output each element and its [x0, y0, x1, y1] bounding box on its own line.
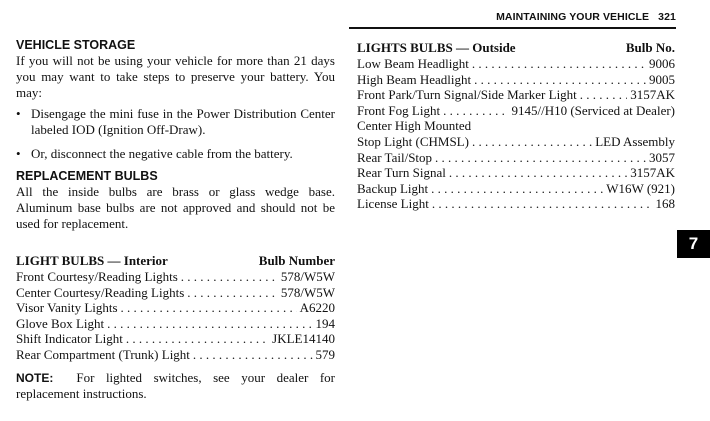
table-row	[16, 285, 335, 301]
leader-dots	[121, 300, 297, 316]
leader-dots	[474, 72, 646, 88]
row-value: 168	[655, 196, 675, 212]
note-label: NOTE:	[16, 370, 54, 385]
running-header-title: MAINTAINING YOUR VEHICLE	[496, 11, 650, 23]
row-label: Visor Vanity Lights	[16, 300, 118, 316]
outside-bulb-table	[357, 40, 675, 212]
row-label: Center Courtesy/Reading Lights	[16, 284, 185, 300]
leader-dots	[193, 347, 313, 363]
vehicle-storage-heading: VEHICLE STORAGE	[16, 38, 136, 52]
section-tab: 7	[677, 230, 710, 258]
row-value: 3157AK	[630, 87, 675, 103]
left-column	[16, 37, 335, 402]
table-row	[357, 72, 675, 88]
row-value: A6220	[299, 300, 335, 316]
bullet-item	[16, 106, 335, 138]
interior-table-column-heading: Bulb Number	[258, 253, 335, 268]
row-value: 3157AK	[630, 165, 675, 181]
row-label: Rear Turn Signal	[357, 165, 446, 181]
right-column	[357, 40, 675, 212]
row-label: Front Courtesy/Reading Lights	[16, 269, 178, 284]
replacement-bulbs-text: All the inside bulbs are brass or glass wedge base. Aluminum base bulbs are not approved and should not be used for replacement.	[16, 184, 335, 231]
row-value: 579	[315, 346, 335, 362]
interior-table-header	[16, 253, 335, 269]
table-row	[16, 300, 335, 316]
row-label: Front Park/Turn Signal/Side Marker Light	[357, 87, 577, 103]
table-row	[357, 87, 675, 103]
row-label: Stop Light (CHMSL)	[357, 133, 469, 149]
table-row	[16, 269, 335, 285]
row-label: Rear Tail/Stop	[357, 149, 433, 165]
row-value: W16W (921)	[606, 180, 675, 196]
row-label: License Light	[357, 196, 429, 212]
vehicle-storage-bullets	[16, 106, 335, 162]
running-header	[496, 11, 676, 23]
bullet-icon: •	[16, 106, 21, 121]
row-value: 9145//H10 (Serviced at Dealer)	[511, 102, 675, 118]
row-label: Backup Light	[357, 180, 429, 196]
leader-dots	[443, 103, 508, 119]
table-row	[357, 150, 675, 166]
leader-dots	[472, 56, 646, 72]
leader-dots	[432, 196, 653, 212]
row-value: 578/W5W	[280, 269, 335, 284]
table-row	[357, 196, 675, 212]
interior-table-heading: LIGHT BULBS — Interior	[16, 253, 168, 268]
row-label: Low Beam Headlight	[357, 56, 469, 71]
bullet-icon: •	[16, 146, 21, 161]
row-label: Rear Compartment (Trunk) Light	[16, 346, 190, 362]
table-row	[16, 331, 335, 347]
leader-dots	[472, 134, 592, 150]
leader-dots	[187, 285, 278, 301]
table-row	[357, 181, 675, 197]
leader-dots	[181, 269, 278, 285]
leader-dots	[431, 181, 603, 197]
leader-dots	[107, 316, 312, 332]
row-value: LED Assembly	[595, 133, 675, 149]
table-row	[16, 316, 335, 332]
note	[16, 370, 335, 402]
row-label-prefix: Center High Mounted	[357, 118, 472, 134]
row-value: 194	[315, 315, 335, 331]
replacement-bulbs-heading: REPLACEMENT BULBS	[16, 169, 158, 183]
leader-dots	[435, 150, 646, 166]
outside-table-heading: LIGHTS BULBS — Outside	[357, 40, 516, 55]
bullet-item	[16, 146, 335, 162]
table-row	[357, 134, 675, 150]
bullet-text: Or, disconnect the negative cable from the battery.	[31, 146, 293, 161]
table-row	[357, 103, 675, 119]
row-label: High Beam Headlight	[357, 71, 472, 87]
bullet-text: Disengage the mini fuse in the Power Distribution Center labeled IOD (Ignition Off-Draw).	[31, 106, 335, 137]
row-label: Shift Indicator Light	[16, 331, 123, 347]
vehicle-storage-intro: If you will not be using your vehicle for more than 21 days you may want to take steps to preserve your battery. You may:	[16, 53, 335, 100]
leader-dots	[126, 331, 269, 347]
outside-table-column-heading: Bulb No.	[625, 40, 675, 55]
outside-table-header	[357, 40, 675, 56]
page-number: 321	[658, 11, 676, 23]
row-value: 3057	[649, 149, 675, 165]
row-value: 578/W5W	[280, 284, 335, 300]
table-row	[16, 347, 335, 363]
note-text: For lighted switches, see your dealer for replacement instructions.	[16, 369, 335, 401]
row-value: JKLE14140	[272, 331, 335, 347]
table-row	[357, 165, 675, 181]
table-row	[357, 56, 675, 72]
header-rule	[349, 27, 676, 29]
row-value: 9005	[649, 71, 675, 87]
row-label: Front Fog Light	[357, 102, 441, 118]
leader-dots	[449, 165, 627, 181]
leader-dots	[580, 87, 627, 103]
interior-bulb-table	[16, 253, 335, 363]
row-label: Glove Box Light	[16, 315, 105, 331]
row-value: 9006	[649, 56, 675, 71]
